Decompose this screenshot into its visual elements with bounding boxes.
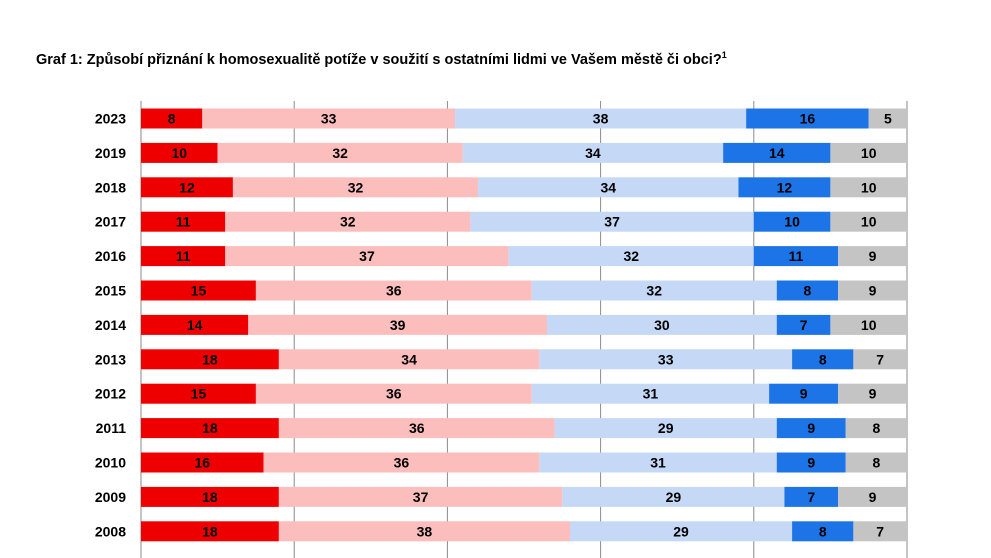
data-label-2008-not-at-all: 8 [818,523,827,540]
year-label-2013: 2013 [94,351,126,368]
data-label-2013-very-severe: 18 [202,351,218,368]
data-label-2017-somewhat-severe: 32 [340,213,356,230]
data-label-2023-somewhat-severe: 33 [320,110,337,127]
data-label-2019-dont-know: 10 [860,144,877,161]
data-label-2013-somewhat-severe: 34 [401,351,417,368]
data-label-2018-not-at-all: 12 [776,179,793,196]
data-label-2013-not-very: 33 [657,351,674,368]
data-label-2018-very-severe: 12 [179,179,195,196]
data-label-2013-not-at-all: 8 [818,351,827,368]
year-label-2011: 2011 [95,420,126,437]
bars-layer [141,109,907,542]
year-label-2014: 2014 [94,316,126,333]
data-label-2017-not-very: 37 [604,213,620,230]
data-label-2015-dont-know: 9 [868,282,877,299]
data-label-2018-dont-know: 10 [860,179,877,196]
year-label-2019: 2019 [94,144,126,161]
data-label-2014-not-very: 30 [654,316,670,333]
year-label-2023: 2023 [94,110,126,127]
data-label-2023-dont-know: 5 [883,110,892,127]
year-label-2008: 2008 [94,523,126,540]
data-label-2010-dont-know: 8 [872,454,881,471]
data-label-2012-somewhat-severe: 36 [385,385,402,402]
chart-title-text: Graf 1: Způsobí přiznání k homosexualitě potíže v soužití s ostatními lidmi ve Vašem městě či obci? [36,51,722,68]
year-label-2018: 2018 [94,179,126,196]
data-label-2011-somewhat-severe: 36 [408,420,425,437]
data-label-2016-dont-know: 9 [868,248,877,265]
data-label-2008-dont-know: 7 [876,523,885,540]
data-label-2019-not-very: 34 [585,144,601,161]
data-label-2010-very-severe: 16 [194,454,211,471]
data-label-2012-dont-know: 9 [868,385,877,402]
data-label-2019-not-at-all: 14 [768,144,785,161]
data-label-2017-very-severe: 11 [175,213,191,230]
data-label-2009-somewhat-severe: 37 [412,488,429,505]
data-label-2016-not-very: 32 [623,248,640,265]
data-label-2011-not-at-all: 9 [807,420,816,437]
data-label-2023-not-very: 38 [592,110,609,127]
data-label-2010-not-at-all: 9 [807,454,816,471]
year-label-2009: 2009 [94,488,126,505]
data-label-2016-somewhat-severe: 37 [359,248,375,265]
data-label-2018-not-very: 34 [600,179,617,196]
data-label-2009-very-severe: 18 [202,488,218,505]
data-label-2012-very-severe: 15 [190,385,207,402]
data-label-2016-not-at-all: 11 [788,248,804,265]
data-label-2013-dont-know: 7 [876,351,885,368]
data-label-2014-dont-know: 10 [860,316,877,333]
data-label-2009-not-very: 29 [665,488,682,505]
data-label-2010-not-very: 31 [650,454,666,471]
data-label-2015-not-at-all: 8 [803,282,812,299]
data-label-2008-very-severe: 18 [202,523,218,540]
data-label-2011-not-very: 29 [657,420,674,437]
year-labels [95,111,126,540]
data-label-2014-somewhat-severe: 39 [389,316,406,333]
data-label-2008-not-very: 29 [673,523,689,540]
data-label-2012-not-at-all: 9 [799,385,808,402]
data-label-2023-very-severe: 8 [167,110,176,127]
data-label-2008-somewhat-severe: 38 [416,523,433,540]
data-label-2015-very-severe: 15 [190,282,207,299]
data-label-2017-dont-know: 10 [860,213,877,230]
data-label-2019-somewhat-severe: 32 [332,144,348,161]
data-label-2015-not-very: 32 [646,282,663,299]
title-footnote: 1 [721,50,727,60]
year-label-2017: 2017 [94,213,126,230]
data-label-2011-dont-know: 8 [872,420,881,437]
data-label-2009-dont-know: 9 [868,488,877,505]
year-label-2012: 2012 [94,385,126,402]
data-label-2009-not-at-all: 7 [807,488,816,505]
year-label-2016: 2016 [94,248,126,265]
data-label-2011-very-severe: 18 [202,420,218,437]
data-label-2016-very-severe: 11 [175,248,191,265]
data-label-2015-somewhat-severe: 36 [385,282,402,299]
data-label-2023-not-at-all: 16 [799,110,816,127]
data-label-2018-somewhat-severe: 32 [347,179,364,196]
data-label-2019-very-severe: 10 [171,144,188,161]
data-label-2012-not-very: 31 [642,385,659,402]
data-label-2014-very-severe: 14 [186,316,203,333]
year-label-2015: 2015 [94,282,126,299]
data-label-2017-not-at-all: 10 [784,213,800,230]
data-label-2010-somewhat-severe: 36 [393,454,410,471]
data-label-2014-not-at-all: 7 [799,316,808,333]
year-label-2010: 2010 [94,454,126,471]
